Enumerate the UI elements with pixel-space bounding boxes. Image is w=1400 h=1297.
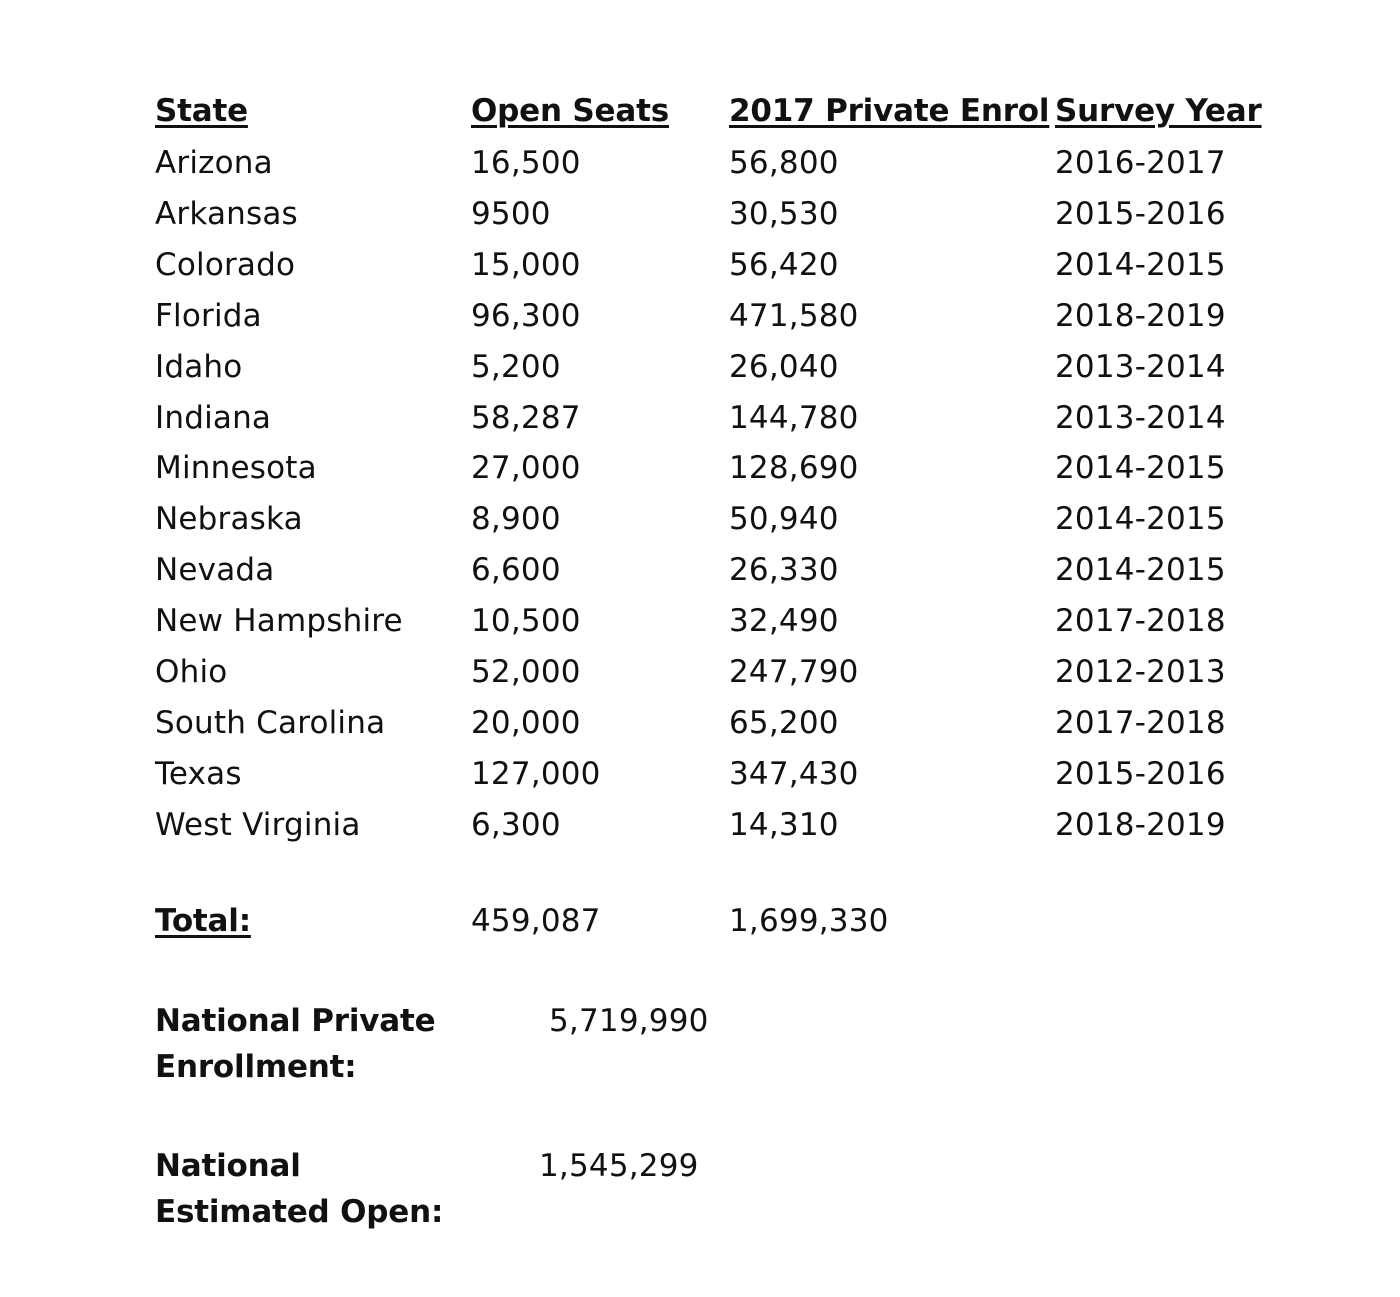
survey-year-cell: 2017-2018 bbox=[1055, 705, 1226, 741]
survey-year-cell: 2013-2014 bbox=[1055, 400, 1226, 436]
private-enrol-cell: 32,490 bbox=[729, 603, 839, 639]
private-enrol-cell: 56,420 bbox=[729, 247, 839, 283]
national-private-label: National Private Enrollment: bbox=[155, 1003, 436, 1085]
private-enrol-cell: 56,800 bbox=[729, 145, 839, 181]
survey-year-cell: 2015-2016 bbox=[1055, 196, 1226, 232]
private-enrol-cell: 26,040 bbox=[729, 349, 839, 385]
state-cell: Minnesota bbox=[155, 450, 317, 486]
open-seats-cell: 27,000 bbox=[471, 450, 581, 486]
state-cell: Nebraska bbox=[155, 501, 303, 537]
survey-year-cell: 2018-2019 bbox=[1055, 807, 1226, 843]
open-seats-cell: 20,000 bbox=[471, 705, 581, 741]
header-private-enrol: 2017 Private Enrol bbox=[729, 93, 1050, 129]
survey-year-cell: 2015-2016 bbox=[1055, 756, 1226, 792]
state-cell: Idaho bbox=[155, 349, 243, 385]
private-enrol-cell: 50,940 bbox=[729, 501, 839, 537]
open-seats-cell: 16,500 bbox=[471, 145, 581, 181]
state-cell: New Hampshire bbox=[155, 603, 403, 639]
private-enrol-cell: 26,330 bbox=[729, 552, 839, 588]
total-label: Total: bbox=[155, 903, 251, 939]
state-cell: Colorado bbox=[155, 247, 296, 283]
open-seats-cell: 8,900 bbox=[471, 501, 561, 537]
survey-year-cell: 2014-2015 bbox=[1055, 501, 1226, 537]
survey-year-cell: 2012-2013 bbox=[1055, 654, 1226, 690]
state-cell: Indiana bbox=[155, 400, 272, 436]
open-seats-cell: 15,000 bbox=[471, 247, 581, 283]
header-survey-year: Survey Year bbox=[1055, 93, 1262, 129]
state-cell: Nevada bbox=[155, 552, 275, 588]
header-open-seats: Open Seats bbox=[471, 93, 669, 129]
open-seats-cell: 96,300 bbox=[471, 298, 581, 334]
open-seats-cell: 52,000 bbox=[471, 654, 581, 690]
open-seats-cell: 10,500 bbox=[471, 603, 581, 639]
open-seats-cell: 6,300 bbox=[471, 807, 561, 843]
private-enrol-cell: 144,780 bbox=[729, 400, 859, 436]
private-enrol-cell: 347,430 bbox=[729, 756, 859, 792]
private-enrol-cell: 247,790 bbox=[729, 654, 859, 690]
private-enrol-cell: 471,580 bbox=[729, 298, 859, 334]
survey-year-cell: 2017-2018 bbox=[1055, 603, 1226, 639]
private-enrol-cell: 14,310 bbox=[729, 807, 839, 843]
state-cell: Florida bbox=[155, 298, 262, 334]
survey-year-cell: 2018-2019 bbox=[1055, 298, 1226, 334]
header-state: State bbox=[155, 93, 248, 129]
national-open-label: National Estimated Open: bbox=[155, 1148, 444, 1230]
total-private-enrol: 1,699,330 bbox=[729, 903, 889, 939]
open-seats-cell: 9500 bbox=[471, 196, 551, 232]
national-open-value: 1,545,299 bbox=[539, 1148, 699, 1184]
open-seats-cell: 6,600 bbox=[471, 552, 561, 588]
state-cell: West Virginia bbox=[155, 807, 361, 843]
open-seats-cell: 127,000 bbox=[471, 756, 601, 792]
private-enrol-cell: 30,530 bbox=[729, 196, 839, 232]
state-cell: Arkansas bbox=[155, 196, 298, 232]
private-enrol-cell: 128,690 bbox=[729, 450, 859, 486]
state-cell: Arizona bbox=[155, 145, 273, 181]
open-seats-cell: 58,287 bbox=[471, 400, 581, 436]
survey-year-cell: 2014-2015 bbox=[1055, 450, 1226, 486]
state-cell: Ohio bbox=[155, 654, 228, 690]
national-private-value: 5,719,990 bbox=[549, 1003, 709, 1039]
survey-year-cell: 2014-2015 bbox=[1055, 247, 1226, 283]
total-open-seats: 459,087 bbox=[471, 903, 601, 939]
survey-year-cell: 2016-2017 bbox=[1055, 145, 1226, 181]
open-seats-cell: 5,200 bbox=[471, 349, 561, 385]
survey-year-cell: 2013-2014 bbox=[1055, 349, 1226, 385]
survey-year-cell: 2014-2015 bbox=[1055, 552, 1226, 588]
state-cell: South Carolina bbox=[155, 705, 386, 741]
private-enrol-cell: 65,200 bbox=[729, 705, 839, 741]
state-cell: Texas bbox=[155, 756, 242, 792]
